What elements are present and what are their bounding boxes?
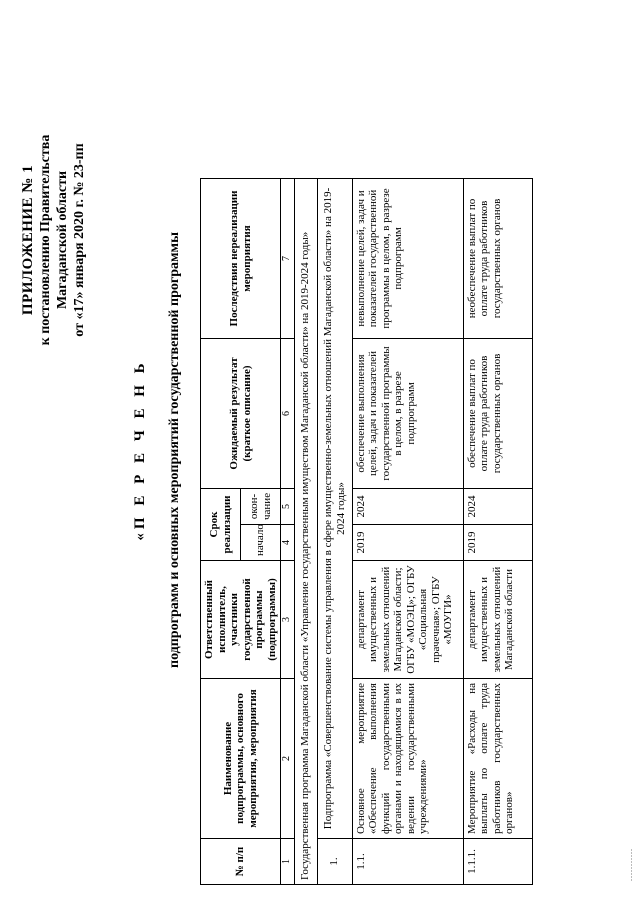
programs-table (200, 22, 533, 885)
appendix-header (20, 30, 88, 450)
subprogram-row-spacer (317, 22, 352, 178)
program-row (294, 22, 317, 884)
col-number-5: 5 (281, 488, 295, 524)
footer-mark: ........... (625, 848, 634, 881)
header-consequences: Последствия нереализации мероприятия (201, 178, 281, 338)
header-result: Ожидаемый результат (краткое описание) (201, 338, 281, 488)
header-term: Срок реализации (201, 488, 241, 560)
col-number-7: 7 (281, 178, 295, 338)
col-number-4: 4 (281, 525, 295, 561)
row-2-start: 2019 (463, 525, 532, 561)
row-2-responsible: департамент имущественных и земельных отношений Магаданской области (463, 561, 532, 679)
col-number-3: 3 (281, 561, 295, 679)
appendix-date-line: от «17» января 2020 г. № 23-пп (72, 143, 87, 337)
column-number-row (281, 22, 295, 884)
row-1-result: обеспечение выполнения целей, задач и показателей государственной программы в целом, в разрезе подпрограмм (352, 338, 463, 488)
row-2-num: 1.1.1. (463, 839, 532, 885)
header-name: Наименование подпрограммы, основного мероприятия, мероприятия (201, 679, 281, 839)
col-number-6: 6 (281, 338, 295, 488)
header-responsible: Ответственный исполнитель, участники государственной программы (подпрограммы) (201, 561, 281, 679)
row-1-spacer (352, 22, 463, 178)
subprogram-num: 1. (317, 839, 352, 885)
subprogram-row (317, 22, 352, 884)
document-title (132, 15, 183, 885)
program-row-spacer (294, 22, 317, 178)
col-number-1: 1 (281, 839, 295, 885)
header-start: начало (241, 525, 281, 561)
subprogram-title: Подпрограмма «Совершенствование системы управления в сфере имущественно-земельных отношений Магаданской области» на 2019-2024 годы» (317, 178, 352, 838)
row-2-spacer (463, 22, 532, 178)
col-number-2: 2 (281, 679, 295, 839)
appendix-title: ПРИЛОЖЕНИЕ № 1 (20, 164, 36, 316)
row-2-end: 2024 (463, 488, 532, 524)
row-1-num: 1.1. (352, 839, 463, 885)
row-1-end: 2024 (352, 488, 463, 524)
row-2-consequences: необеспечение выплат по оплате труда работников государственных органов (463, 178, 532, 338)
row-2-name: Мероприятие «Расходы на выплаты по оплате труда работников государственных органов» (463, 679, 532, 839)
header-row-1 (201, 22, 241, 884)
header-num: № п/п (201, 839, 281, 885)
title-list-word: «П Е Р Е Ч Е Н Ь (132, 359, 148, 541)
appendix-decree-line: к постановлению Правительства (38, 134, 53, 346)
row-1-start: 2019 (352, 525, 463, 561)
row-1-responsible: департамент имущественных и земельных отношений Магаданской области; ОГБУ «МОЭЦ»; ОГБУ «Социальная прачечная»; ОГБУ «МОУГИ» (352, 561, 463, 679)
table-row (463, 22, 532, 884)
header-end: окон- чание (241, 488, 281, 524)
appendix-region-line: Магаданской области (55, 170, 70, 310)
table-row (352, 22, 463, 884)
header-spacer (201, 22, 281, 178)
title-subtitle: подпрограмм и основных мероприятий государственной программы (167, 232, 182, 668)
program-title: Государственная программа Магаданской области «Управление государственным имуществом Магаданской области» на 2019-2024 годы» (294, 178, 317, 884)
col-number-spacer (281, 22, 295, 178)
row-2-result: обеспечение выплат по оплате труда работников государственных органов (463, 338, 532, 488)
row-1-name: Основное мероприятие «Обеспечение выполнения функций государственными органами и находящимися в их ведении государственными учреждениями» (352, 679, 463, 839)
row-1-consequences: невыполнение целей, задач и показателей государственной программы в целом, в разрезе подпрограмм (352, 178, 463, 338)
